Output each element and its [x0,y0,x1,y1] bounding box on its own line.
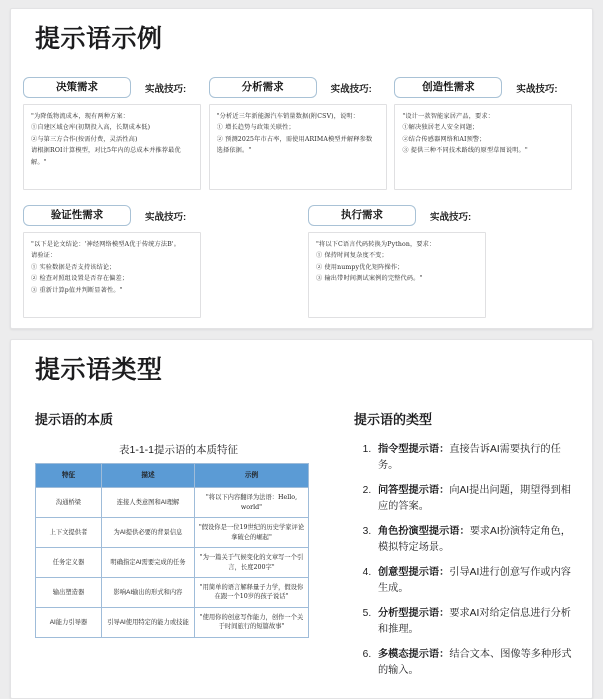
list-item [374,483,580,516]
example-row-2 [23,204,580,318]
column-header-example: 示例 [195,463,309,488]
example-card-analysis [209,76,395,190]
table-row [36,607,309,637]
cell-description: 影响AI输出的形式和内容 [102,578,195,608]
example-line: ② 预测2025年市占率，需使用ARIMA模型并解释参数 [216,135,373,143]
type-name: 分析型提示语： [378,607,450,619]
example-line: ① 增长趋势与政策关联性； [216,124,295,132]
example-line: ① 实验数据是否支持该结论； [31,263,116,271]
example-body-decision [23,104,201,190]
type-desc: 要求AI扮演特定角色，模拟特定场景。 [378,525,571,554]
type-name: 创意型提示语： [378,566,450,578]
list-item [374,524,580,557]
example-body-execution [308,232,486,318]
cell-feature: 沟通桥梁 [36,488,102,518]
example-card-execution [308,204,498,318]
example-line: ②与第三方合作(按需付费，灵活性高) [31,135,138,143]
example-card-header [23,204,213,228]
example-card-header [23,76,209,100]
category-pill-execution[interactable]: 执行需求 [308,205,416,226]
tip-label-verification: 实战技巧: [145,211,187,223]
table-row [36,578,309,608]
cell-example: "用简单的语言解释量子力学，假设你在跟一个10岁的孩子说话" [195,578,309,608]
type-name: 角色扮演型提示语： [378,525,470,537]
type-desc: 直接告诉AI需要执行的任务。 [378,443,561,472]
type-desc: 结合文本、图像等多种形式的输入。 [378,648,572,677]
column-essence [23,409,338,688]
example-line: ③ 提供三种不同技术路线的原型草图说明。" [402,147,528,155]
example-card-creative [394,76,580,190]
table-caption: 表1-1-1提示语的本质特征 [118,443,238,456]
tip-label-execution: 实战技巧: [430,211,472,223]
example-body-verification [23,232,201,318]
example-line: ③ 重新计算p值并判断显著性。" [31,286,123,294]
example-line: ①解决独居老人安全问题； [402,124,479,132]
example-card-header [308,204,498,228]
example-line: "设计一款智能家居产品，要求： [402,112,495,120]
page-title-types: 提示语类型 [35,355,163,384]
cell-feature: 任务定义器 [36,548,102,578]
cell-example: "将以下内容翻译为法语：Hello, world" [195,488,309,518]
slide-prompt-types [10,339,593,699]
example-line: ③ 输出带时间测试案例的完整代码。" [316,275,423,283]
cell-example: "使用你的创意写作能力，创作一个关于时间旅行的短篇故事" [195,607,309,637]
example-line: "为降低物流成本，现有两种方案： [31,112,130,120]
section-heading-types: 提示语的类型 [354,411,433,427]
list-item [374,565,580,598]
example-line: "以下是论文结论：'神经网络模型A优于传统方法B'。 [31,240,181,248]
type-name: 指令型提示语： [378,443,450,455]
example-card-header [209,76,395,100]
example-line: 请验证： [31,252,57,260]
example-line: ② 使用numpy优化矩阵操作； [316,263,404,271]
example-line: ① 保持时间复杂度不变； [316,252,388,260]
cell-feature: AI能力引导器 [36,607,102,637]
example-line: ② 检查对照组设置是否存在偏差； [31,275,129,283]
type-name: 问答型提示语： [378,484,450,496]
type-name: 多模态提示语： [378,648,450,660]
example-card-header [394,76,580,100]
cell-feature: 输出塑造器 [36,578,102,608]
list-item [374,606,580,639]
cell-example: "假设你是一位19世纪的历史学家评论拿破仑的崛起" [195,518,309,548]
table-row [36,518,309,548]
essence-table [35,463,309,638]
example-line: ②结合传感器网络和AI预警； [402,135,486,143]
list-item [374,647,580,680]
example-line: 解。" [31,158,47,166]
tip-label-decision: 实战技巧: [145,83,187,95]
example-card-decision [23,76,209,190]
page-title: 提示语示例 [35,25,163,53]
tip-label-creative: 实战技巧: [516,83,558,95]
category-pill-analysis[interactable]: 分析需求 [209,77,317,98]
types-two-column-layout [23,409,580,688]
example-row-1 [23,76,580,190]
cell-description: 明确指定AI需要完成的任务 [102,548,195,578]
slide-prompt-examples [10,8,593,329]
type-desc: 要求AI对给定信息进行分析和推理。 [378,607,571,636]
example-card-verification [23,204,213,318]
example-body-analysis [209,104,387,190]
example-line: "将以下C语言代码转换为Python，要求： [316,240,436,248]
example-body-creative [394,104,572,190]
example-line: 请根据ROI计算模型，对比5年内的总成本并推荐最优 [31,147,181,155]
example-card-rows [23,76,580,318]
column-header-description: 描述 [102,463,195,488]
type-desc: 引导AI进行创意写作或内容生成。 [378,566,571,595]
type-desc: 向AI提出问题，期望得到相应的答案。 [378,484,571,513]
cell-description: 引导AI使用特定的能力或技能 [102,607,195,637]
cell-feature: 上下文提供者 [36,518,102,548]
cell-description: 为AI提供必要的背景信息 [102,518,195,548]
tip-label-analysis: 实战技巧: [330,83,372,95]
example-line: ①自建区域仓库(初期投入高，长期成本低) [31,124,151,132]
table-row [36,548,309,578]
cell-example: "为一篇关于气候变化的文章写一个引言，长度200字" [195,548,309,578]
table-header-row [36,463,309,488]
example-line: 选择依据。" [216,147,252,155]
list-item [374,442,580,475]
prompt-type-list [354,442,580,680]
category-pill-creative[interactable]: 创造性需求 [394,77,502,98]
section-heading-essence: 提示语的本质 [35,411,114,427]
example-line: "分析近三年新能源汽车销量数据(附CSV)，说明： [216,112,360,120]
category-pill-decision[interactable]: 决策需求 [23,77,131,98]
column-types [338,409,580,688]
table-row [36,488,309,518]
category-pill-verification[interactable]: 验证性需求 [23,205,131,226]
cell-description: 连接人类意图和AI理解 [102,488,195,518]
column-header-feature: 特征 [36,463,102,488]
